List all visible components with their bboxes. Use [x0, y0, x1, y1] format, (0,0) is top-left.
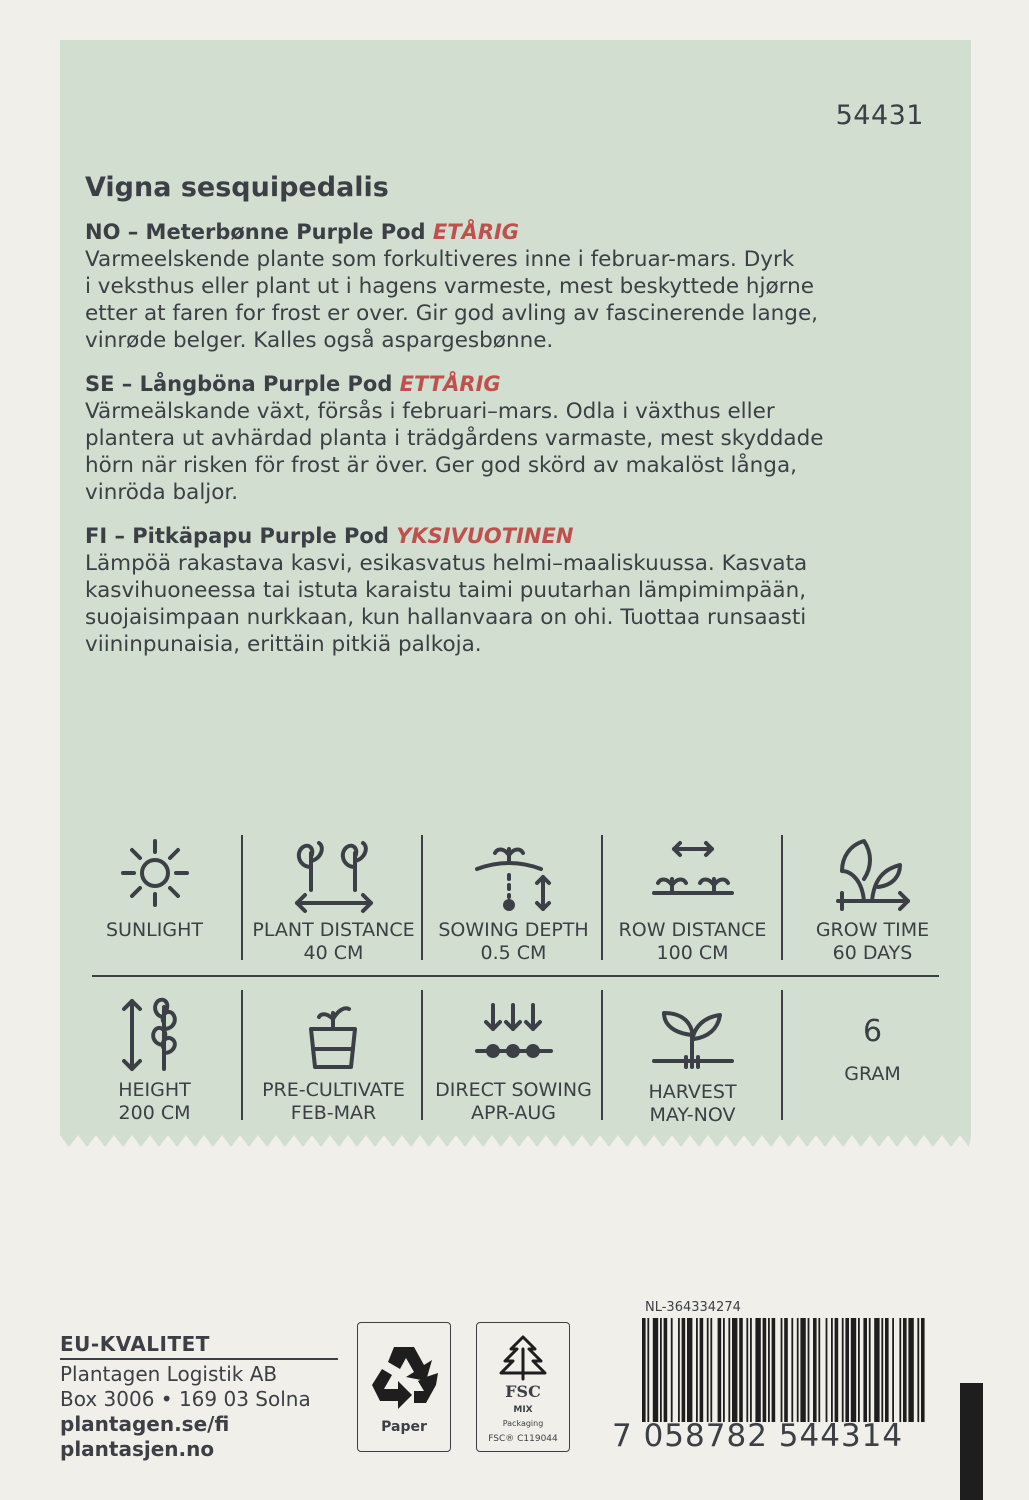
- height-icon: [110, 995, 200, 1075]
- info-row-distance: [603, 835, 782, 965]
- sowing-depth-icon: [469, 835, 559, 915]
- grow-time-icon: [828, 835, 918, 915]
- info-label: SUNLIGHT: [106, 919, 203, 941]
- direct-sowing-icon: [469, 995, 559, 1075]
- quality-rule: [60, 1358, 338, 1360]
- info-label: GRAM: [844, 1063, 901, 1085]
- info-value: 0.5 CM: [480, 942, 547, 964]
- company-name: Plantagen Logistik AB: [60, 1362, 278, 1386]
- pre-cultivate-icon: [289, 995, 379, 1075]
- grid-row-divider: [92, 975, 939, 977]
- info-weight: [783, 995, 962, 1086]
- latin-name: Vigna sesquipedalis: [85, 172, 389, 203]
- info-direct-sowing: [424, 995, 603, 1125]
- website-link-no[interactable]: plantasjen.no: [60, 1437, 215, 1461]
- description-title: SE – Långböna Purple Pod ETTÅRIG: [85, 372, 501, 396]
- info-label: GROW TIME: [815, 919, 930, 941]
- info-label: HARVEST: [648, 1081, 737, 1103]
- description-text: Lämpöä rakastava kasvi, esikasvatus helmi–maaliskuussa. Kasvata kasvihuoneessa tai istuta karaistu taimi puutarhan lämpimimpään, suojaisimpaan nurkkaan, kun hallanvaara on ohi. Tuottaa runsaasti viininpunaisia, erittäin pitkiä palkoja.: [85, 551, 808, 657]
- info-harvest: [603, 995, 782, 1127]
- fsc-name: FSC: [505, 1382, 541, 1401]
- info-value: 200 CM: [118, 1102, 191, 1124]
- description-text: Varmeelskende plante som forkultiveres inne i februar-mars. Dyrk i veksthus eller plant ut i hagens varmeste, mest beskyttede hjørne etter at faren for frost er over. Gir god avling av fascinerende lange, vinrøde belger. Kalles også aspargesbønne.: [85, 247, 819, 353]
- info-value: MAY-NOV: [649, 1104, 736, 1126]
- supplier-block: [60, 1332, 338, 1462]
- barcode-bars: [640, 1318, 930, 1422]
- quality-title: EU-KVALITET: [60, 1332, 210, 1356]
- info-sunlight: [65, 835, 244, 942]
- growing-info-grid: [60, 830, 971, 1130]
- lot-number: NL-364334274: [645, 1300, 741, 1315]
- description-title: NO – Meterbønne Purple Pod ETÅRIG: [85, 220, 520, 244]
- fsc-tree-icon: [493, 1331, 553, 1383]
- info-value: FEB-MAR: [290, 1102, 377, 1124]
- info-value: 40 CM: [303, 942, 364, 964]
- recycle-icon: [364, 1337, 444, 1417]
- plant-distance-icon: [289, 835, 379, 915]
- info-value: 100 CM: [656, 942, 729, 964]
- paper-label: Paper: [381, 1419, 427, 1435]
- info-pre-cultivate: [244, 995, 423, 1125]
- info-grow-time: [783, 835, 962, 965]
- info-height: [65, 995, 244, 1125]
- info-label: DIRECT SOWING: [435, 1079, 592, 1101]
- info-value: APR-AUG: [471, 1102, 556, 1124]
- paper-recycling-badge: [357, 1322, 451, 1452]
- row-distance-icon: [648, 835, 738, 915]
- fsc-code: FSC® C119044: [488, 1434, 558, 1444]
- website-link-fi[interactable]: plantagen.se/fi: [60, 1412, 230, 1436]
- description-text: Värmeälskande växt, försås i februari–mars. Odla i växthus eller plantera ut avhärdad planta i trädgårdens varmaste, mest skyddade hörn när risken för frost är över. Ger god skörd av makalöst långa, vinröda baljor.: [85, 399, 824, 505]
- fsc-badge: [476, 1322, 570, 1452]
- fsc-mix: MIX: [513, 1405, 533, 1415]
- harvest-icon: [648, 995, 738, 1075]
- article-number: 54431: [835, 100, 924, 131]
- weight-number: 6: [862, 1014, 883, 1049]
- sun-icon: [115, 835, 195, 907]
- description-fi: [85, 522, 935, 658]
- description-no: [85, 218, 935, 354]
- barcode-number: 7 058782 544314: [612, 1418, 904, 1454]
- panel-zigzag-edge: [60, 1135, 971, 1147]
- info-plant-distance: [244, 835, 423, 965]
- info-value: 60 DAYS: [832, 942, 913, 964]
- info-sowing-depth: [424, 835, 603, 965]
- info-label: HEIGHT: [118, 1079, 191, 1101]
- info-label: PLANT DISTANCE: [252, 919, 415, 941]
- info-label: ROW DISTANCE: [618, 919, 767, 941]
- fsc-type: Packaging: [502, 1419, 544, 1428]
- description-se: [85, 370, 935, 506]
- description-title: FI – Pitkäpapu Purple Pod YKSIVUOTINEN: [85, 524, 574, 548]
- edge-mark: [960, 1383, 983, 1500]
- info-label: SOWING DEPTH: [438, 919, 589, 941]
- company-address: Box 3006 • 169 03 Solna: [60, 1387, 311, 1411]
- info-label: PRE-CULTIVATE: [262, 1079, 405, 1101]
